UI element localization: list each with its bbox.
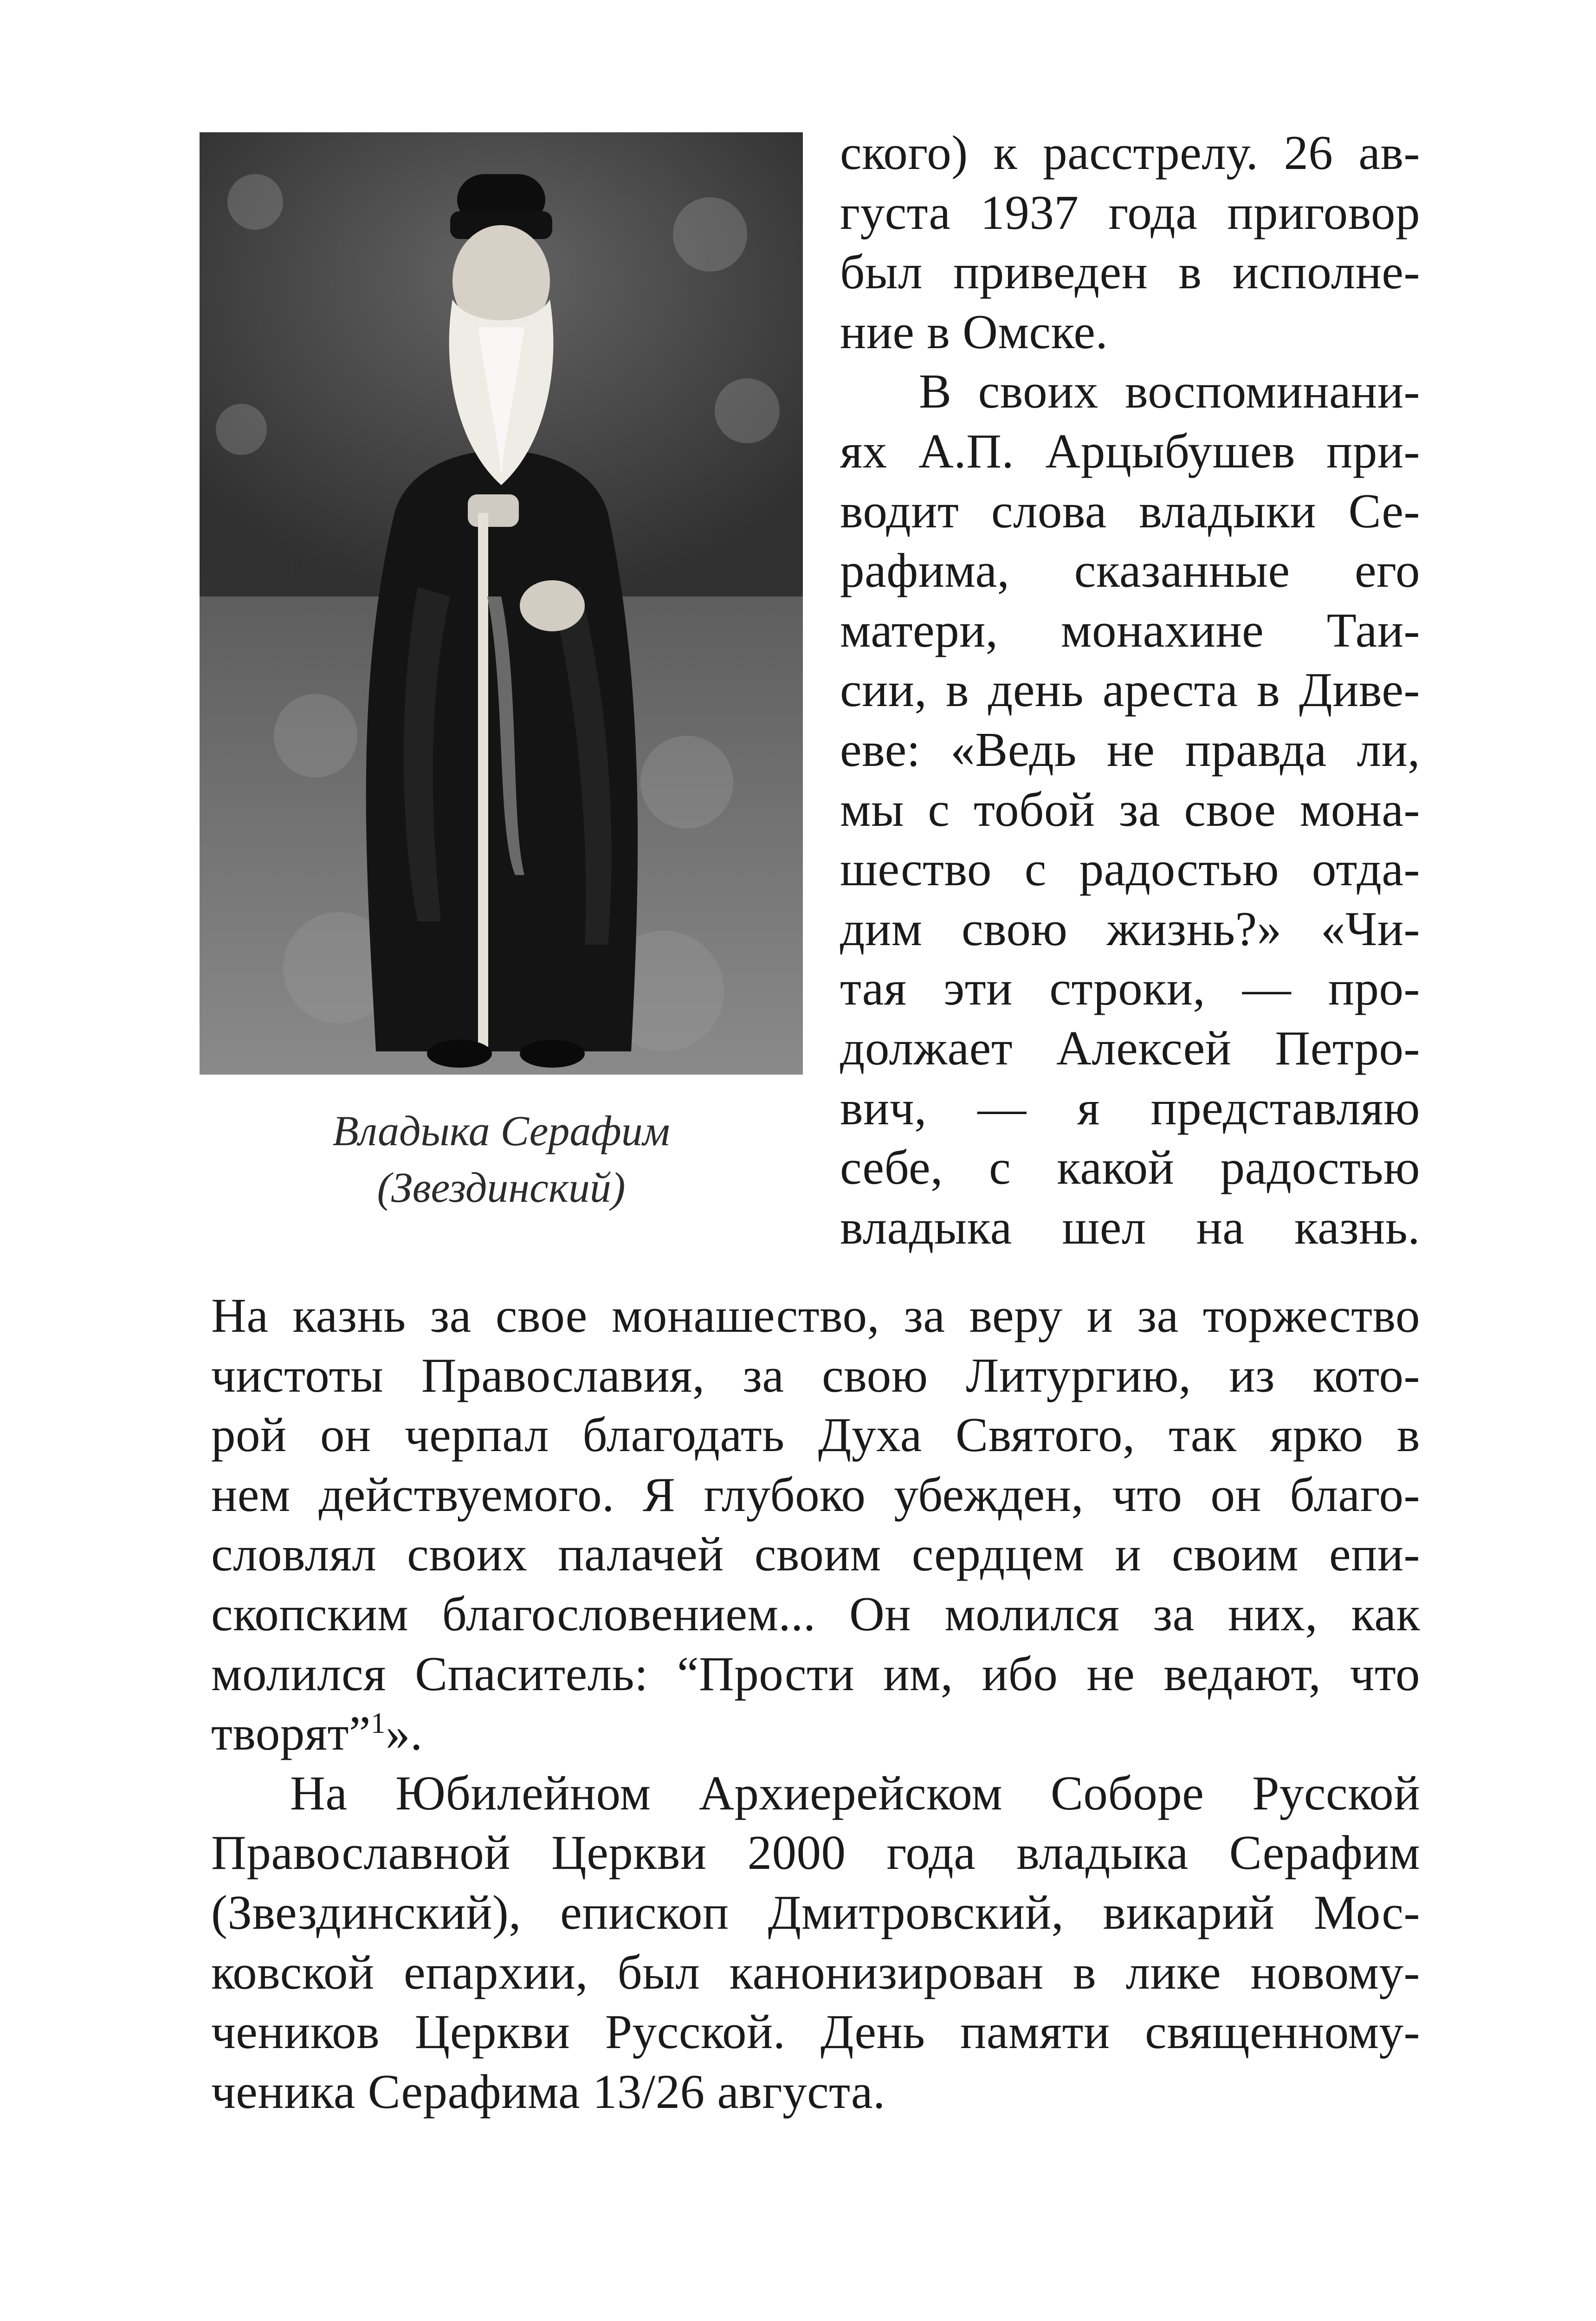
portrait-photo [200, 132, 803, 1075]
full-width-text [211, 1286, 1420, 2121]
text-line: вич, — я представляю [840, 1080, 1420, 1135]
text-line: словлял своих палачей своим сердцем и своим епи- [211, 1527, 1420, 1582]
text-line: должает Алексей Петро- [840, 1020, 1420, 1075]
text-line: нем действуемого. Я глубоко убежден, что он благо- [211, 1467, 1420, 1522]
text-line: себе, с какой радостью [840, 1140, 1420, 1195]
text-line: владыка шел на казнь. [840, 1199, 1420, 1254]
text-line: ковской епархии, был канонизирован в лике новому- [211, 1945, 1420, 1999]
photo-caption [200, 1102, 803, 1216]
text-line: Православной Церкви 2000 года владыка Серафим [211, 1825, 1420, 1880]
text-line: матери, монахине Таи- [840, 603, 1420, 657]
right-text-column [840, 123, 1420, 1257]
text-line: ченика Серафима 13/26 августа. [211, 2064, 885, 2119]
text-line: В своих воспоминани- [919, 364, 1420, 419]
text-line: чистоты Православия, за свою Литургию, из кото- [211, 1348, 1420, 1402]
text-line: (Звездинский), епископ Дмитровский, викарий Мос- [211, 1885, 1420, 1939]
text-line: скопским благословением... Он молился за них, как [211, 1586, 1420, 1641]
text-line: молился Спаситель: “Прости им, ибо не ведают, что [211, 1646, 1420, 1701]
text-line: ние в Омске. [840, 304, 1108, 359]
text-line: сии, в день ареста в Диве- [840, 662, 1420, 717]
text-line: чеников Церкви Русской. День памяти священному- [211, 2004, 1420, 2059]
text-line: густа 1937 года приговор [840, 185, 1420, 240]
quote-closing: ». [386, 1706, 423, 1761]
text-line: На Юбилейном Архиерейском Соборе Русской [290, 1765, 1420, 1820]
text-line: мы с тобой за свое мона- [840, 782, 1420, 836]
text-line: На казнь за свое монашество, за веру и за торжество [211, 1288, 1420, 1342]
text-line: рой он черпал благодать Духа Святого, так ярко в [211, 1407, 1420, 1462]
text-line: был приведен в исполне- [840, 245, 1420, 299]
text-line: дим свою жизнь?» «Чи- [840, 901, 1420, 956]
caption-line-1: Владыка Серафим [332, 1107, 670, 1154]
text-line: рафима, сказанные его [840, 543, 1420, 598]
text-line: ях А.П. Арцыбушев при- [840, 423, 1420, 478]
text-line: тая эти строки, — про- [840, 961, 1420, 1016]
quote-end-text: творят” [211, 1706, 371, 1761]
footnote-reference[interactable]: 1 [371, 1707, 386, 1740]
text-line: шество с радостью отда- [840, 842, 1420, 896]
caption-line-2: (Звездинский) [377, 1164, 626, 1211]
quote-end-line [211, 1704, 1420, 1763]
portrait-illustration [200, 132, 803, 1075]
text-line: водит слова владыки Се- [840, 483, 1420, 538]
text-line: еве: «Ведь не правда ли, [840, 722, 1420, 777]
text-line: ского) к расстрелу. 26 ав- [840, 125, 1420, 180]
